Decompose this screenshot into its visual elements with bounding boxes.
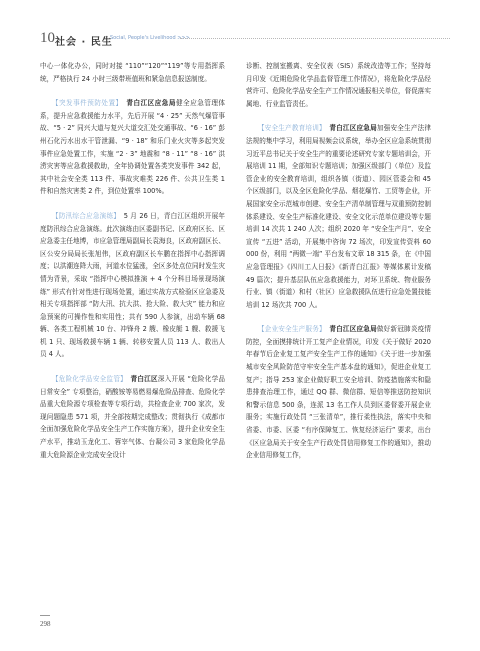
paragraph-gap: [246, 311, 431, 323]
entry-body-text: 中心一体化办公，同时对接 “110”“120”“119”等专用指挥系统，严格执行 24 小时三级带班值班和紧急信息报送制度。: [40, 62, 225, 83]
paragraph-gap: [246, 110, 431, 122]
entry-body-text: 做好新冠肺炎疫情防控，全面摸排统计开工复产企业情况，印发《关于做好 2020 年春节后企业复工复产安全生产工作的通知》《关于进一步加强城市安全风险防范守牢安全生产基本盘的通知》，促进企业复工复产；指导 253 家企业做好职工安全培训、防疫措施落实和隐患排查治理工作，通过 QQ 群、微信群、短信等推送防控知识和警示信息 500 条，连派 13 名工作人员到区委督委开展企业服务；实施行政处罚 “三张清单”，推行柔性执法，落实中央和省委、市委、区委 “有序保障复工、恢复经济运行” 要求，出台《区应急局关于安全生产行政处罚信用修复工作的通知》，推动企业信用修复工作，: [246, 325, 432, 460]
article-paragraph: [246, 323, 431, 462]
entry-organization: 青白江区应急局: [329, 325, 377, 334]
article-paragraph: [246, 122, 431, 311]
entry-body-text: 5 月 26 日，青白江区组织开展年度防汛综合应急演练。此次演练由区委副书记、区政府区长、区应急委主任地博，市应急管理局副局长袁海良，区政府副区长、区公安分局局长张旭伟，区政府副区长车鹏在指挥中心指挥调度；以洪潮连降大雨，河道水位猛涨，全区多处点位同时发生灾情为背景，采取 “指挥中心模拟推演 + 4 个分科目场景现场演练” 形式有针对性进行现场处置，通过实战方式检验区应急委及相关专项指挥部 “防大汛、抗大洪、抢大险、救大灾” 能力和应急预案的可操作性和实用性；共有 590 人参演，出动车辆 68 辆、各类工程机械 10 台、冲锋舟 2 艘、橡皮艇 1 艘、救援飞机 1 只、现场救援车辆 1 辆、转移安置人员 113 人、救出人员 4 人。: [40, 211, 226, 359]
paragraph-gap: [40, 85, 225, 97]
continued-paragraph: [40, 60, 225, 85]
section-number: 10: [40, 30, 55, 46]
footer-rule: [40, 615, 50, 616]
page-number: 298: [40, 620, 51, 628]
running-header: [40, 30, 450, 50]
entry-organization: 青白江区应急局: [126, 99, 176, 108]
entry-heading: 【危险化学品安全监管】: [51, 375, 124, 384]
left-column: [40, 60, 225, 461]
entry-heading: 【企业安全生产服务】: [257, 325, 323, 334]
entry-body-text: 加强安全生产法律法规的集中学习，利用局视频会议系统，举办全区应急系统贯彻习近平总书记关于安全生产的重要论述研究专家专题培训会，开展培训 11 期，全部知识专题培训；加强区级部门（单位）及监管企业的安全教育培训，组织各镇（街道）、园区管委会和 45 个区级部门，以及全区危险化学品、烟花爆竹、工贸等企业，开展国家安全示范城市创建、安全生产清单制管理与双重预防控制体系建设、安全生产标准化建设、安全文化示范单位建设等专题培训 14 次共 1 240 人次；组织 2020 年 “安全生产月”、安全宣传 “五进” 活动，开展集中咨询 72 场次，印发宣传资料 60 000 份，利用 “两微一端” 平台发布文章 18 315 条，在《中国应急管理报》《四川工人日报》《新青白江报》等媒体累计发稿 49 篇次；提升基层队伍应急救援能力，对环卫系统、物业服务行业、镇（街道）和村（社区）应急救援队伍进行应急处置技能培训 12 场次共 700 人。: [246, 124, 432, 309]
continued-paragraph: [246, 60, 431, 110]
article-paragraph: [40, 373, 225, 461]
entry-organization: 青白江区应急局: [329, 124, 377, 133]
entry-heading: 【安全生产教育培训】: [257, 124, 323, 133]
entry-body-text: 深入开展 “危险化学品日常安全” 专项整治，硝酸铵等易燃易爆危险品排查、危险化学品重大危险源专项检查等专项行动，共检查企业 700 家次，发现问题隐患 571 项，并全部按期完成整改；贯彻执行《成都市全面加强危险化学品安全生产工作实施方案》，提升企业安全生产水平，推动玉龙化工、蓉宰气体、台凝公司 3 家危险化学品重大危险源企业完成安全设计: [40, 375, 225, 459]
paragraph-gap: [40, 361, 225, 373]
section-title: 社会 · 民生: [55, 37, 113, 48]
entry-body-text: 健全应急管理体系，提升应急救援能力水平，先后开展 “4 · 25” 天然气爆管事故、“5 · 2” 同兴大道与复兴大道交汇处交通事故、“6 · 16” 彭州石化污水出水干管泄漏、“9 · 18” 和乐门业火灾等多起突发事件应急处置工作，实施 “2 · 3” 地震和 “8 · 11” “8 · 16” 洪涝灾害等应急救援救助，全年协调处置各类突发事件 342 起，其中社会安全类 113 件、事故灾难类 226 件、公共卫生类 1 件和自然灾害类 2 件，到位处置率 100%。: [40, 99, 226, 196]
article-paragraph: [40, 97, 225, 198]
header-rule: [180, 38, 450, 39]
entry-organization: 青白江区: [130, 375, 158, 384]
paragraph-gap: [40, 198, 225, 210]
right-column: [246, 60, 431, 462]
entry-heading: 【突发事件预防处置】: [51, 99, 120, 108]
entry-heading: 【防汛综合应急演练】: [51, 211, 117, 220]
article-paragraph: [40, 210, 225, 361]
entry-body-text: 诊断、控制室搬离、安全仪表（SIS）系统改造等工作；坚持每月印发《近期危险化学品监督管理工作情况》，将危险化学品经营许可、危险化学品安全生产工作情况通报相关单位，督促落实属地、行业监管责任。: [246, 62, 431, 108]
section-english-title: Social, People's Livelihood >>>: [110, 35, 190, 41]
